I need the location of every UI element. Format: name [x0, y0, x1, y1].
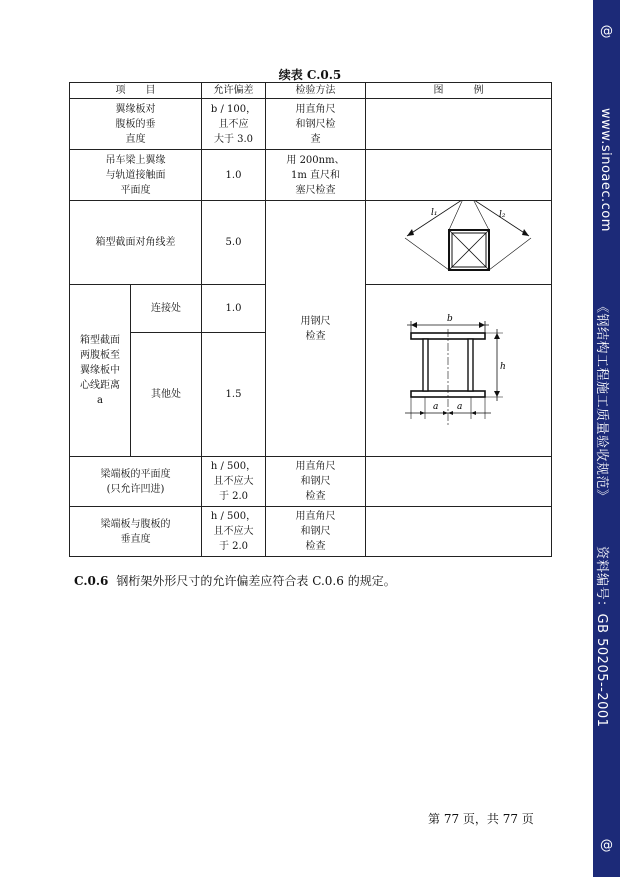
- cell-figure: [366, 507, 552, 557]
- cell-figure: [366, 150, 552, 201]
- cell-figure-box-diagonal: [366, 201, 552, 285]
- sidebar-doc-code: 资料编号：GB 50205--2001: [594, 546, 609, 728]
- cell-item: 箱型截面 两腹板至 翼缘板中 心线距离 a: [70, 285, 131, 457]
- cell-tolerance: h / 500， 且不应大 于 2.0: [202, 507, 266, 557]
- cell-method: 用直角尺 和钢尺 检查: [266, 457, 366, 507]
- cell-subitem: 连接处: [131, 285, 202, 333]
- cell-tolerance: 1.5: [202, 333, 266, 457]
- diagonal-l2-label: l₂: [498, 210, 505, 220]
- tolerance-table: [69, 82, 552, 557]
- table-row: [70, 150, 552, 201]
- table-row: [70, 201, 552, 285]
- cell-subitem: 其他处: [131, 333, 202, 457]
- cell-tolerance: h / 500， 且不应大 于 2.0: [202, 457, 266, 507]
- cell-method: 用 200nm、 1m 直尺和 塞尺检查: [266, 150, 366, 201]
- table-row: [70, 507, 552, 557]
- table-title: 续表 C.0.5: [278, 68, 342, 82]
- cell-item: 翼缘板对 腹板的垂 直度: [70, 99, 202, 150]
- table-row: [70, 457, 552, 507]
- cell-figure: [366, 99, 552, 150]
- header-figure: 图 例: [366, 83, 552, 99]
- sidebar-text-column: [593, 0, 620, 877]
- table-header-row: [70, 83, 552, 99]
- cell-item: 梁端板与腹板的 垂直度: [70, 507, 202, 557]
- clause-number: C.0.6: [74, 574, 109, 588]
- cell-method: 用直角尺 和钢尺检 查: [266, 99, 366, 150]
- cell-item: 箱型截面对角线差: [70, 201, 202, 285]
- cell-method: 用直角尺 和钢尺 检查: [266, 507, 366, 557]
- page-number: 第 77 页，共 77 页: [428, 812, 534, 826]
- cell-figure: [366, 457, 552, 507]
- cell-item: 吊车梁上翼缘 与轨道接触面 平面度: [70, 150, 202, 201]
- at-icon-top: @: [600, 24, 613, 39]
- sidebar-watermark-strip: [593, 0, 620, 877]
- clause-note: [74, 572, 396, 589]
- cell-tolerance: b / 100， 且不应 大于 3.0: [202, 99, 266, 150]
- cell-figure-box-web: [366, 285, 552, 457]
- header-method: 检验方法: [266, 83, 366, 99]
- web-distance-a-left-label: a: [432, 402, 438, 412]
- box-section-web-diagram: [367, 285, 551, 451]
- flange-width-b-label: b: [446, 314, 453, 324]
- cell-tolerance: 1.0: [202, 285, 266, 333]
- sidebar-book-title: 《钢结构工程施工质量验收规范》: [594, 300, 609, 503]
- section-height-h-label: h: [499, 362, 506, 372]
- sidebar-url: www.sinoaec.com: [598, 108, 613, 232]
- cell-method-merged: 用钢尺 检查: [266, 201, 366, 457]
- diagonal-l1-label: l₁: [430, 208, 437, 218]
- cell-item: 梁端板的平面度 (只允许凹进): [70, 457, 202, 507]
- header-item: 项 目: [70, 83, 202, 99]
- table-row: [70, 99, 552, 150]
- cell-tolerance: 5.0: [202, 201, 266, 285]
- at-icon-bottom: @: [600, 838, 613, 853]
- box-section-diagonal-diagram: [367, 201, 551, 279]
- cell-tolerance: 1.0: [202, 150, 266, 201]
- clause-text: 钢桁架外形尺寸的允许偏差应符合表 C.0.6 的规定。: [116, 574, 396, 588]
- web-distance-a-right-label: a: [456, 402, 462, 412]
- header-tolerance: 允许偏差: [202, 83, 266, 99]
